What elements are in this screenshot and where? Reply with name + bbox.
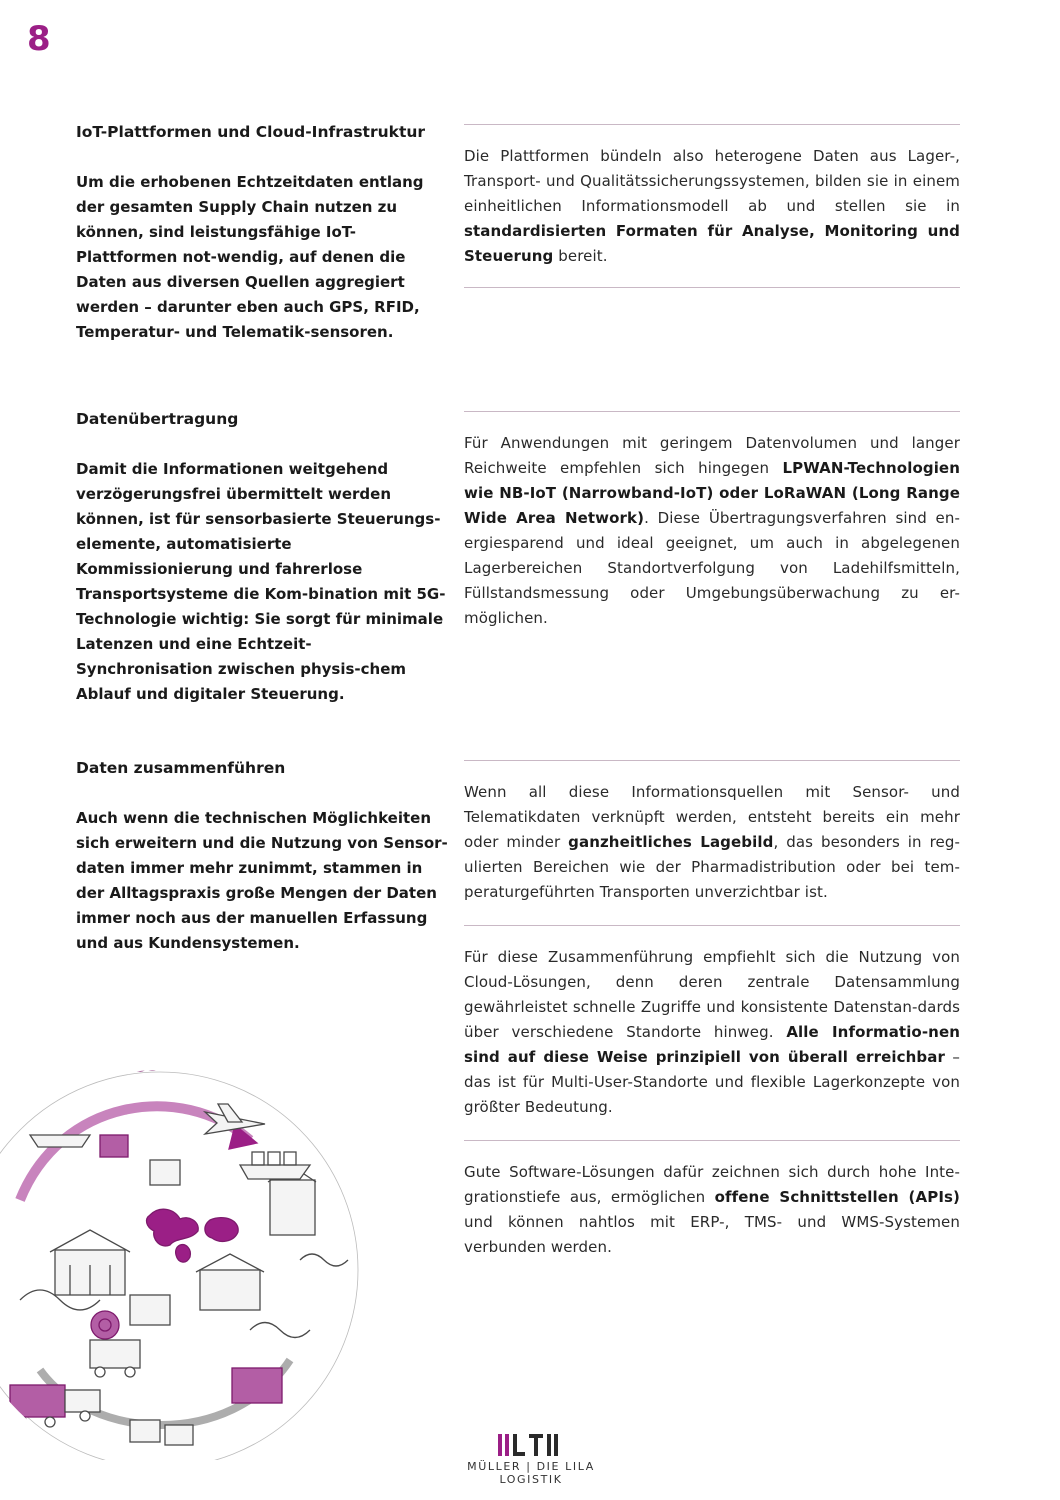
divider xyxy=(464,411,960,412)
section-title: Daten zusammenführen xyxy=(76,759,286,777)
section-title: IoT-Plattformen und Cloud-Infrastruktur xyxy=(76,123,426,141)
divider xyxy=(464,287,960,288)
lila-logistik-logo-icon xyxy=(446,1430,616,1458)
body-paragraph: Gute Software-Lösungen dafür zeichnen sich durch hohe Inte-grationstiefe aus, ermöglichen offene Schnittstellen (APIs) und können nahtlos mit ERP-, TMS- und WMS-Systemen verbunden werden. xyxy=(464,1163,960,1256)
body-paragraph: Die Plattformen bündeln also heterogene Daten aus Lager-, Transport- und Qualitätssicherungssystemen, bilden sie in einem einheitlichen Informationsmodell ab und stellen sie in standardisierten Formaten für Analyse, Monitoring und Steuerung bereit. xyxy=(464,147,960,265)
company-logo xyxy=(446,1430,616,1486)
divider xyxy=(464,124,960,125)
page-number: 8 xyxy=(27,19,51,59)
divider xyxy=(464,1140,960,1141)
section-title: Datenübertragung xyxy=(76,410,239,428)
divider xyxy=(464,760,960,761)
divider xyxy=(464,925,960,926)
body-paragraph: Für Anwendungen mit geringem Datenvolumen und langer Reichweite empfehlen sich hingegen LPWAN-Technologien wie NB-IoT (Narrowband-IoT) oder LoRaWAN (Long Range Wide Area Network). Diese Übertragungsverfahren sind en-ergiesparend und ideal geeignet, um auch in abgelegenen Lagerbereichen Standortverfolgung von Ladehilfsmitteln, Füllstandsmessung oder Umgebungsüberwachung zu er-möglichen. xyxy=(464,434,960,627)
logo-wordmark: MÜLLER | DIE LILA LOGISTIK xyxy=(467,1460,595,1486)
body-paragraph: Für diese Zusammenführung empfiehlt sich die Nutzung von Cloud-Lösungen, denn deren zentrale Datensammlung gewährleistet schnelle Zugriffe und konsistente Datenstan-dards über verschiedene Standorte hinweg. Alle Informatio-nen sind auf diese Weise prinzipiell von überall erreichbar – das ist für Multi-User-Standorte und flexible Lagerkonzepte von größter Bedeutung. xyxy=(464,948,961,1116)
body-paragraph: Wenn all diese Informationsquellen mit Sensor- und Telematikdaten verknüpft werden, entsteht bereits ein mehr oder minder ganzheitliches Lagebild, das besonders in reg-ulierten Bereichen wie der Pharmadistribution oder bei tem-peraturgeführten Transporten unverzichtbar ist. xyxy=(464,783,960,901)
section-lead: Auch wenn die technischen Möglichkeiten sich erweitern und die Nutzung von Sensor-daten immer mehr zunimmt, stammen in der Alltagspraxis große Mengen der Daten immer noch aus der manuellen Erfassung und aus Kundensystemen. xyxy=(76,809,448,952)
logistics-collage-illustration xyxy=(0,1040,370,1460)
section-lead: Damit die Informationen weitgehend verzögerungsfrei übermittelt werden können, ist für sensorbasierte Steuerungs-elemente, automatisierte Kommissionierung und fahrerlose Transportsysteme die Kom-bination mit 5G-Technologie wichtig: Sie sorgt für minimale Latenzen und eine Echtzeit-Synchronisation zwischen physis-chem Ablauf und digitaler Steuerung. xyxy=(76,460,446,703)
section-lead: Um die erhobenen Echtzeitdaten entlang der gesamten Supply Chain nutzen zu können, sind leistungsfähige IoT-Plattformen not-wendig, auf denen die Daten aus diversen Quellen aggregiert werden – darunter eben auch GPS, RFID, Temperatur- und Telematik-sensoren. xyxy=(76,173,424,341)
